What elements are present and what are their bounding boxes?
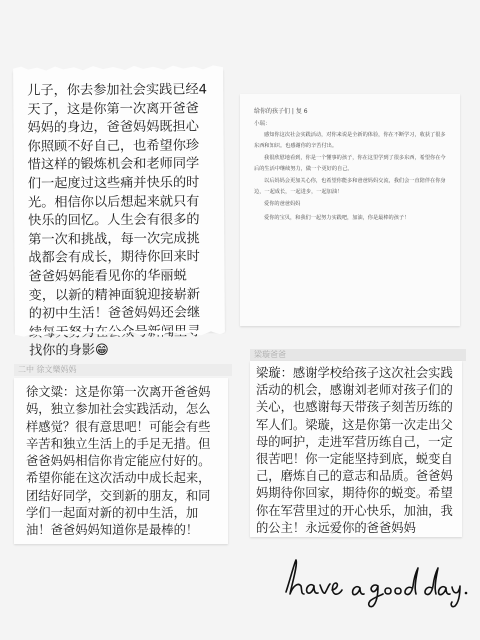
letter-signoff: 爱你的宝贝，和我们一起努力实践吧，加油，你是最棒的孩子！ (264, 214, 410, 221)
parent-note-1 (13, 69, 225, 359)
note-2-text: 徐文粱：这是你第一次离开爸爸妈妈，独立参加社会实践活动，怎么样感觉？很有意思吧！可能会有些辛苦和独立生活上的手足无措。但爸爸妈妈相信你肯定能应付好的。希望你能在这次活动中成长起来，团结好同学，交到新的朋友，和同学们一起面对新的初中生活，加油！爸爸妈妈知道你是最棒的！ (26, 385, 211, 538)
note-1-text: 儿子，你去参加社会实践已经4天了，这是你第一次离开爸爸妈妈的身边，爸爸妈妈既担心你照顾不好自己，也希望你珍惜这样的锻炼机会和老师同学们一起度过这些痛并快乐的时光。相信你以后想起来就只有快乐的回忆。人生会有很多的第一次和挑战，每一次完成挑战都会有成长，期待你回来时爸爸妈妈能看见你的华丽蜕变，以新的精神面貌迎接崭新的初中生活！爸爸妈妈还会继续每天努力在公众号新闻里寻找你的身影😁 (27, 82, 208, 359)
letter-paragraph: 感知你这次社会实践活动，对你来说是全新的体验，你在不断学习，收获了很多东西和知识。也感谢你的辛苦付出。 (254, 132, 446, 149)
note-3-text: 梁璇：感谢学校给孩子这次社会实践活动的机会，感谢刘老师对孩子们的关心，也感谢每天带孩子刻苦历练的军人们。梁璇，这是你第一次走出父母的呵护，走进军营历练自己，一定很苦吧！你一定能坚持到底，蜕变自己，磨炼自己的意志和品质。爸爸妈妈期待你回家，期待你的蜕变。希望你在军营里过的开心快乐，加油，我的公主！永远爱你的爸爸妈妈 (256, 366, 453, 535)
parent-note-2 (14, 378, 228, 544)
printed-letter (240, 94, 460, 326)
letter-body (254, 130, 446, 210)
parent-note-3 (250, 361, 462, 537)
handwritten-have-a-good-day (280, 550, 470, 610)
letter-greeting: 小瑞： (254, 121, 271, 127)
letter-paragraph: 以后妈妈会更加关心你，也希望你能多和爸爸妈妈交流，我们会一直陪伴在你身边，一起成长，一起进步，一起加油！ (254, 178, 446, 195)
note-2-author-tag: 二中 徐文樂妈妈 (14, 364, 232, 376)
letter-paragraph: 我很欣慰地看到，你是一个懂事的孩子，你在这里学到了很多东西，希望你在今后的生活中继续努力，做一个更好的自己。 (254, 155, 446, 172)
note-3-author-tag: 梁璇爸爸 (250, 349, 466, 361)
letter-paragraph: 爱你的爸爸妈妈 (264, 201, 301, 207)
grin-emoji-icon: 😁 (94, 343, 109, 359)
letter-title: 给你的孩子们 | 复 6 (254, 108, 308, 115)
torn-edge-top (13, 64, 223, 71)
